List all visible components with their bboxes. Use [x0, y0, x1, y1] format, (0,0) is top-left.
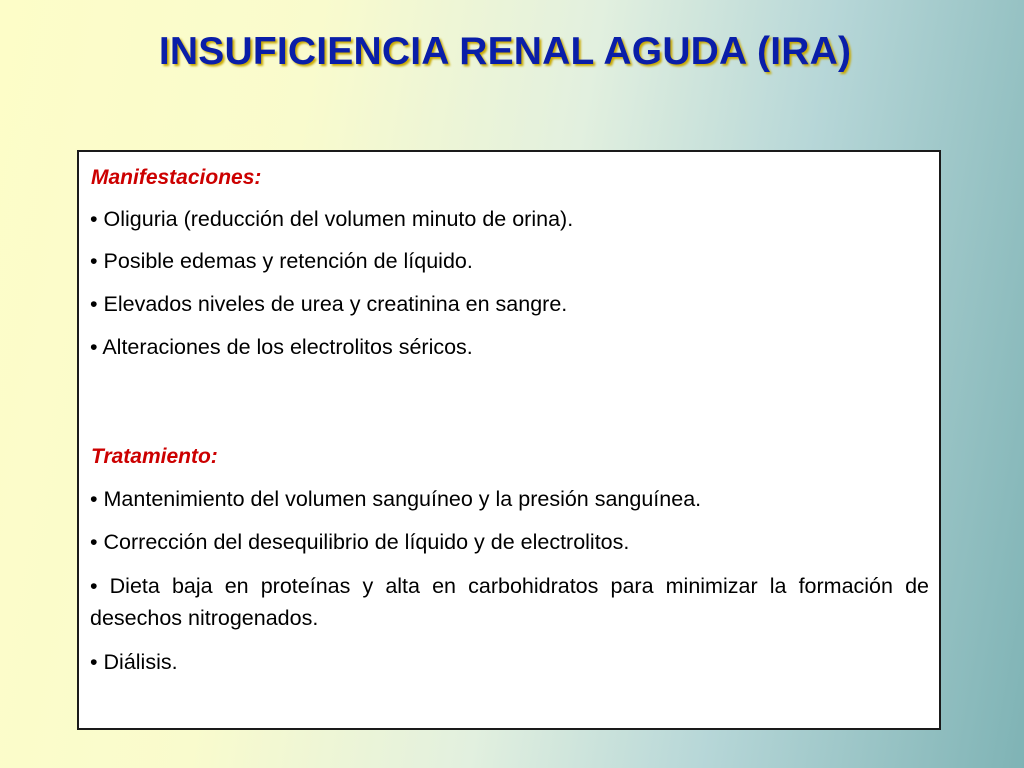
tratamiento-item-text: Dieta baja en proteínas y alta en carbohidratos para minimizar la formación de desechos nitrogenados.	[90, 574, 929, 630]
manifestaciones-item-text: Alteraciones de los electrolitos séricos.	[102, 335, 473, 359]
manifestaciones-item-text: Elevados niveles de urea y creatinina en sangre.	[103, 292, 568, 316]
bullet-icon: •	[90, 335, 98, 359]
bullet-icon: •	[90, 650, 98, 674]
bullet-icon: •	[90, 487, 98, 511]
manifestaciones-item	[90, 288, 929, 320]
tratamiento-item-text: Mantenimiento del volumen sanguíneo y la presión sanguínea.	[103, 487, 702, 511]
content-box	[77, 150, 941, 730]
bullet-icon: •	[90, 530, 98, 554]
manifestaciones-heading: Manifestaciones:	[91, 166, 262, 189]
bullet-icon: •	[90, 249, 98, 273]
manifestaciones-item	[90, 203, 929, 235]
tratamiento-item	[90, 526, 929, 558]
bullet-icon: •	[90, 292, 98, 316]
tratamiento-item	[90, 570, 929, 634]
tratamiento-item-text: Diálisis.	[103, 650, 178, 674]
manifestaciones-item-text: Oliguria (reducción del volumen minuto de orina).	[103, 207, 574, 231]
tratamiento-item-text: Corrección del desequilibrio de líquido y de electrolitos.	[103, 530, 630, 554]
manifestaciones-item-text: Posible edemas y retención de líquido.	[103, 249, 473, 273]
tratamiento-item	[90, 483, 929, 515]
manifestaciones-item	[90, 245, 929, 277]
tratamiento-item	[90, 646, 929, 678]
tratamiento-heading: Tratamiento:	[91, 445, 218, 468]
bullet-icon: •	[90, 574, 98, 598]
slide-title: INSUFICIENCIA RENAL AGUDA (IRA)	[158, 30, 852, 73]
manifestaciones-item	[90, 331, 929, 363]
bullet-icon: •	[90, 207, 98, 231]
